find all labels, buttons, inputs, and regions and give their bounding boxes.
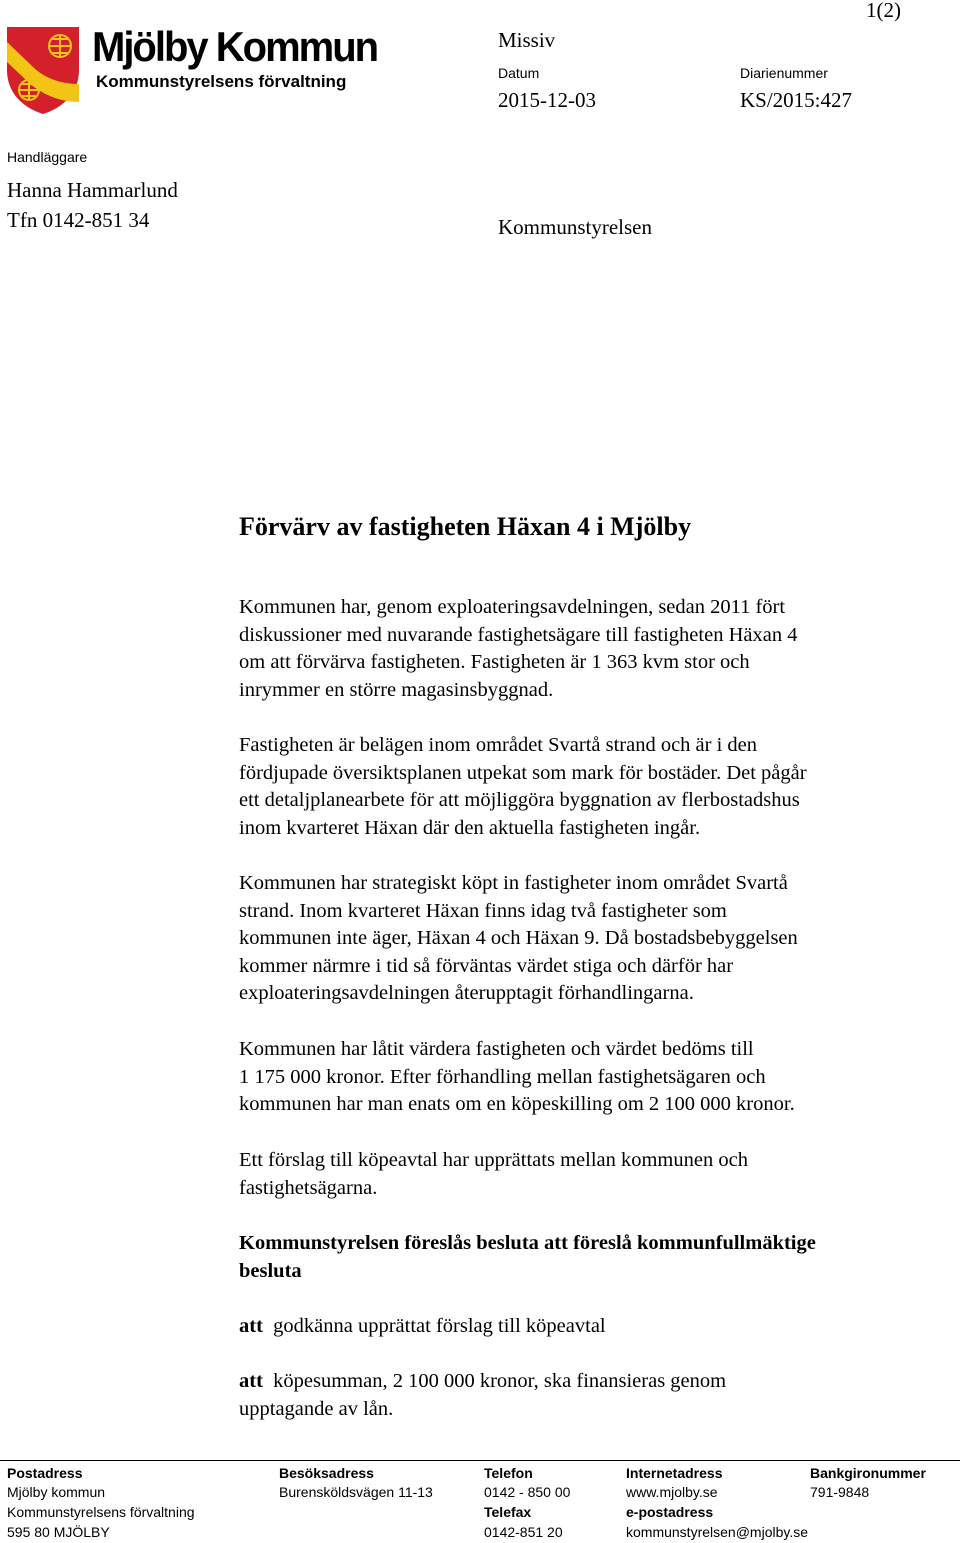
text-line: kommer närmre i tid så förväntas värdet stiga och därför har	[239, 954, 734, 977]
text-line: inrymmer en större magasinsbyggnad.	[239, 678, 554, 701]
org-unit: Kommunstyrelsens förvaltning	[96, 72, 347, 91]
decision-point-2	[239, 1368, 939, 1423]
recipient: Kommunstyrelsen	[498, 215, 652, 239]
footer-visit-address: Burensköldsvägen 11-13	[279, 1484, 433, 1500]
document-title: Förvärv av fastigheten Häxan 4 i Mjölby	[239, 512, 692, 541]
text-line: Fastigheten är belägen inom området Svartå strand och är i den	[239, 734, 758, 756]
text-line: om att förvärva fastigheten. Fastigheten är 1 363 kvm stor och	[239, 651, 750, 673]
text-line: diskussioner med nuvarande fastighetsägare till fastigheten Häxan 4	[239, 623, 798, 646]
footer-postal-line: Mjölby kommun	[7, 1484, 106, 1500]
text-line: 1 175 000 kronor. Efter förhandling mellan fastighetsägaren och	[239, 1065, 766, 1088]
proposal-heading	[239, 1230, 939, 1285]
text-line: Ett förslag till köpeavtal har upprättats mellan kommunen och	[239, 1149, 748, 1171]
footer-web-label: Internetadress	[626, 1465, 723, 1481]
decision-point-1	[239, 1313, 939, 1341]
coat-of-arms-icon	[4, 24, 82, 116]
footer-postal-line: 595 80 MJÖLBY	[7, 1524, 110, 1540]
footer-web-link[interactable]: www.mjolby.se	[626, 1484, 718, 1500]
text-line: kommunen har man enats om en köpeskilling om 2 100 000 kronor.	[239, 1093, 795, 1115]
footer-email-link[interactable]: kommunstyrelsen@mjolby.se	[626, 1524, 809, 1540]
document-type: Missiv	[498, 28, 556, 52]
footer-email-label: e-postadress	[626, 1504, 714, 1520]
decision-text: godkänna upprättat förslag till köpeavtal	[273, 1315, 606, 1337]
footer-fax-label: Telefax	[484, 1504, 532, 1520]
text-line: Kommunstyrelsen föreslås besluta att föreslå kommunfullmäktige	[239, 1232, 816, 1254]
text-line: kommunen inte äger, Häxan 4 och Häxan 9. Då bostadsbebyggelsen	[239, 927, 798, 949]
text-line: inom kvarteret Häxan där den aktuella fastigheten ingår.	[239, 816, 701, 839]
footer-fax-value: 0142-851 20	[484, 1524, 563, 1540]
text-line: Kommunen har låtit värdera fastigheten och värdet bedöms till	[239, 1038, 754, 1060]
text-line: strand. Inom kvarteret Häxan finns idag två fastigheter som	[239, 899, 727, 922]
decision-text: köpesumman, 2 100 000 kronor, ska finansieras genom	[273, 1370, 727, 1392]
page-number: 1(2)	[866, 0, 901, 22]
footer-divider	[0, 1460, 960, 1461]
paragraph-1	[239, 594, 939, 704]
footer-postal-line: Kommunstyrelsens förvaltning	[7, 1504, 195, 1520]
footer-phone-label: Telefon	[484, 1465, 533, 1481]
paragraph-2	[239, 732, 939, 842]
text-line: besluta	[239, 1259, 302, 1282]
registration-number-value: KS/2015:427	[740, 88, 853, 112]
text-line: fördjupade översiktsplanen utpekat som mark för bostäder. Det pågår	[239, 761, 807, 784]
handler-label: Handläggare	[7, 149, 88, 165]
paragraph-4	[239, 1036, 939, 1119]
text-line: fastighetsägarna.	[239, 1176, 378, 1199]
text-line: Kommunen har strategiskt köpt in fastigheter inom området Svartå	[239, 872, 788, 894]
att-keyword: att	[239, 1370, 263, 1392]
att-keyword: att	[239, 1315, 263, 1337]
text-line: Kommunen har, genom exploateringsavdelningen, sedan 2011 fört	[239, 596, 786, 618]
footer-bankgiro-label: Bankgironummer	[810, 1465, 926, 1481]
text-line: exploateringsavdelningen återupptagit förhandlingarna.	[239, 982, 694, 1004]
text-line: ett detaljplanearbete för att möjliggöra byggnation av flerbostadshus	[239, 789, 800, 811]
paragraph-5	[239, 1147, 939, 1202]
decision-text: upptagande av lån.	[239, 1397, 394, 1420]
date-value: 2015-12-03	[498, 88, 596, 112]
footer-visit-label: Besöksadress	[279, 1465, 374, 1481]
footer-postal-label: Postadress	[7, 1465, 83, 1481]
paragraph-3	[239, 870, 939, 1008]
footer-bankgiro-value: 791-9848	[810, 1484, 870, 1500]
registration-number-label: Diarienummer	[740, 65, 828, 81]
logo-wordmark: Mjölby Kommun	[92, 24, 378, 71]
date-label: Datum	[498, 65, 540, 81]
handler-name: Hanna Hammarlund	[7, 178, 178, 202]
handler-phone: Tfn 0142-851 34	[7, 208, 150, 232]
footer-phone-value: 0142 - 850 00	[484, 1484, 571, 1500]
